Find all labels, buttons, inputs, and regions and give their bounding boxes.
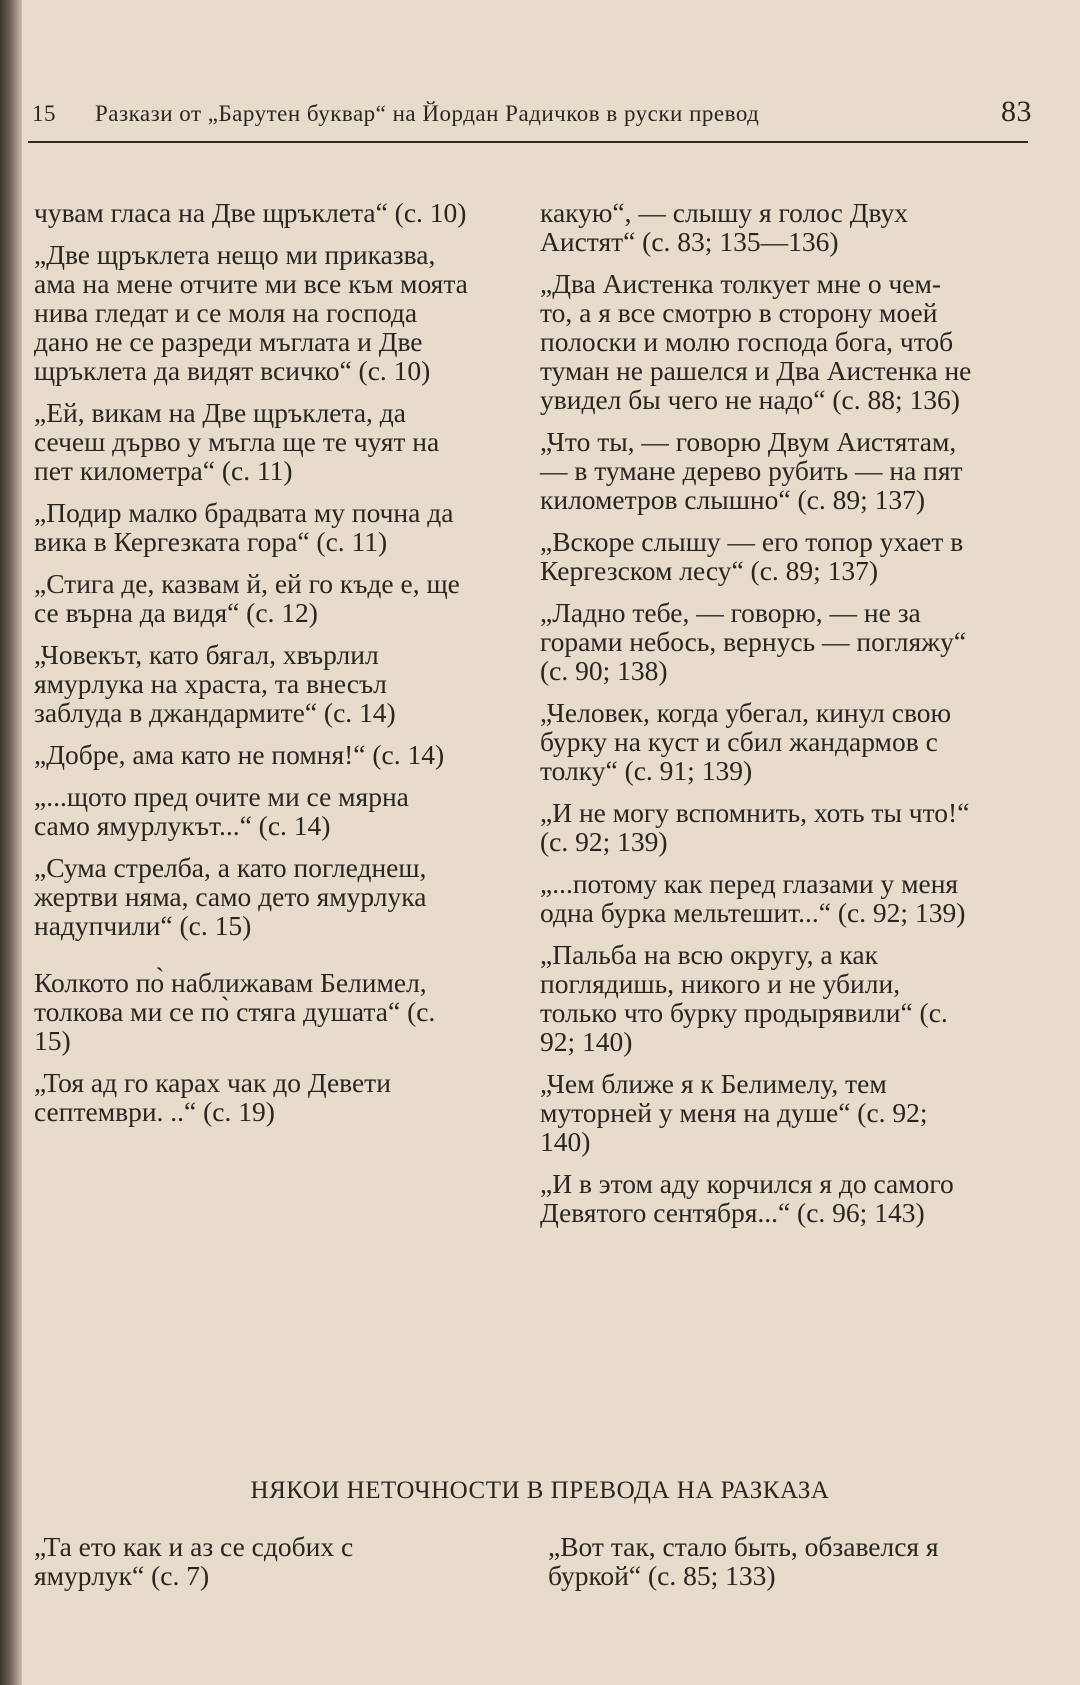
quote-bg-2: „Две щръклета нещо ми приказва, ама на мене отчите ми все към моята нива гледат и се моля на господа дано не се разреди мъглата и Две щръклета да видят всичко“ (с. 10) bbox=[34, 239, 468, 386]
quote-bg-8: „...щото пред очите ми се мярна само ямурлукът...“ (с. 14) bbox=[34, 781, 409, 841]
quote-ru-3: „Что ты, — говорю Двум Аистятам, — в тумане дерево рубить — на пят километров слышно“ (с. 89; 137) bbox=[540, 426, 963, 515]
quote-bg-3: „Ей, викам на Две щръклета, да сечеш дърво у мъгла ще те чуят на пет километра“ (с. 11) bbox=[34, 397, 440, 486]
quote-bg-7: „Добре, ама като не помня!“ (с. 14) bbox=[34, 739, 445, 770]
quote-bg-6: „Човекът, като бягал, хвърлил ямурлука на храста, та внесъл заблуда в джандармите“ (с. 14) bbox=[34, 639, 396, 728]
page-number-right: 83 bbox=[1001, 95, 1032, 128]
quote-ru-6: „Человек, когда убегал, кинул свою бурку на куст и сбил жандармов с толку“ (с. 91; 139) bbox=[540, 697, 952, 786]
quote-bg-4: „Подир малко брадвата му почна да вика в Кергезката гора“ (с. 11) bbox=[34, 497, 454, 557]
quote-bg-1: чувам гласа на Две щръклета“ (с. 10) bbox=[34, 197, 467, 228]
quote-ru-11: „И в этом аду корчился я до самого Девятого сентября...“ (с. 96; 143) bbox=[540, 1168, 954, 1228]
quote-ru-10: „Чем ближе я к Белимелу, тем муторней у меня на душе“ (с. 92; 140) bbox=[540, 1068, 928, 1157]
page-header bbox=[32, 95, 1032, 135]
quote-ru-5: „Ладно тебе, — говорю, — не за горами небось, вернусь — погляжу“ (с. 90; 138) bbox=[540, 597, 967, 686]
quote-ru-bottom: „Вот так, стало быть, обзавелся я буркой“ (с. 85; 133) bbox=[548, 1531, 939, 1591]
russian-quotes-column bbox=[540, 198, 972, 1240]
section-heading: НЯКОИ НЕТОЧНОСТИ В ПРЕВОДА НА РАЗКАЗА bbox=[250, 1477, 830, 1504]
page-number-left: 15 bbox=[32, 101, 56, 126]
quote-bg-9: „Сума стрелба, а като погледнеш, жертви няма, само дето ямурлука надупчили“ (с. 15) bbox=[34, 852, 427, 941]
quote-bg-5: „Стига де, казвам й, ей го къде е, ще се върна да видя“ (с. 12) bbox=[34, 568, 460, 628]
quote-ru-7: „И не могу вспомнить, хоть ты что!“ (с. 92; 139) bbox=[540, 797, 970, 857]
quote-ru-2: „Два Аистенка толкует мне о чем-то, а я все смотрю в сторону моей полоски и молю господа бога, чтоб туман не рашелся и Два Аистенка не увидел бы чего не надо“ (с. 88; 136) bbox=[540, 268, 972, 415]
quote-ru-9: „Пальба на всю округу, а как поглядишь, никого и не убили, только что бурку продырявили“ (с. 92; 140) bbox=[540, 939, 948, 1057]
quote-bg-10: Колкото по̀ наближавам Белимел, толкова ми се по̀ стяга душата“ (с. 15) bbox=[34, 967, 436, 1056]
header-rule bbox=[28, 141, 1028, 143]
quote-bg-bottom: „Та ето как и аз се сдобих с ямурлук“ (с. 7) bbox=[34, 1531, 354, 1591]
bulgarian-quotes-column bbox=[34, 198, 470, 1139]
quote-ru-8: „...потому как перед глазами у меня одна бурка мельтешит...“ (с. 92; 139) bbox=[540, 868, 966, 928]
quote-ru-1: какую“, — слышу я голос Двух Аистят“ (с. 83; 135—136) bbox=[540, 197, 909, 257]
running-title: Разкази от „Барутен буквар“ на Йордан Радичков в руски превод bbox=[95, 101, 760, 126]
quote-bg-11: „Тоя ад го карах чак до Девети септември. ..“ (с. 19) bbox=[34, 1067, 391, 1127]
quote-ru-4: „Вскоре слышу — его топор ухает в Кергезском лесу“ (с. 89; 137) bbox=[540, 526, 964, 586]
